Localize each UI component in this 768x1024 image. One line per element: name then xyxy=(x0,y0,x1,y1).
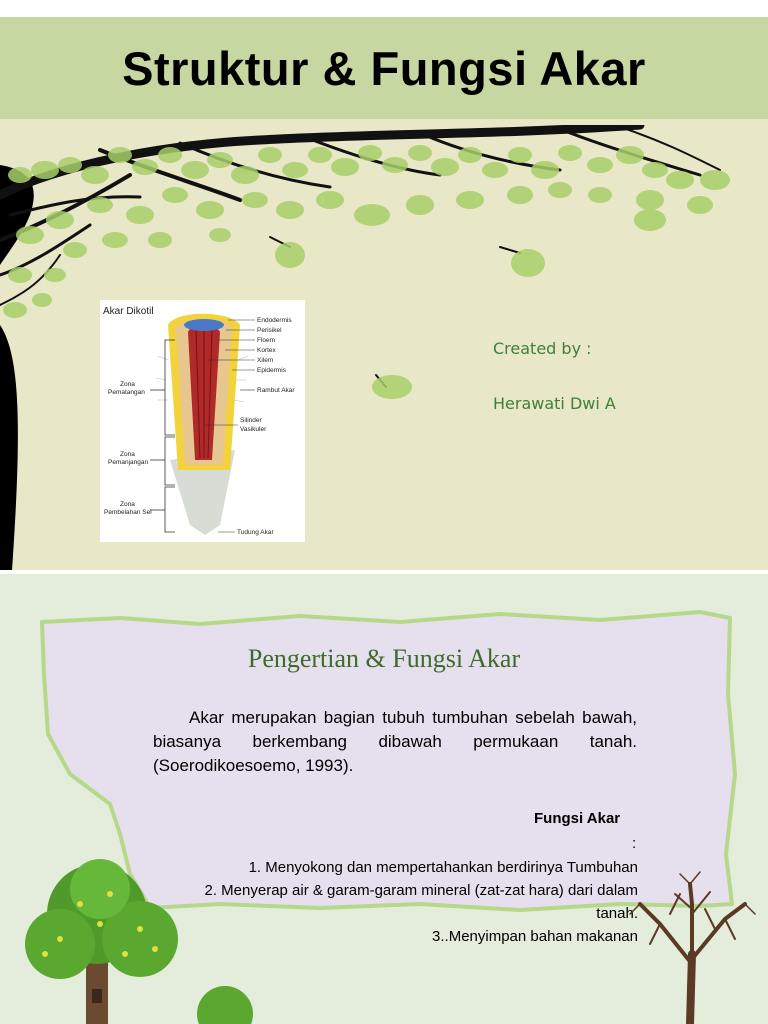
title-band xyxy=(0,17,768,119)
label-epidermis: Epidermis xyxy=(257,367,286,374)
definition-paragraph: Akar merupakan bagian tubuh tumbuhan sebelah bawah, biasanya berkembang dibawah permukaan tanah. (Soerodikoesoemo, 1993). xyxy=(153,708,637,775)
label-kortex: Kortex xyxy=(257,347,276,354)
label-floem: Floem xyxy=(257,337,276,344)
label-zona-1: Zona xyxy=(120,381,135,388)
diagram-heading: Akar Dikotil xyxy=(103,306,154,317)
fungsi-item: 3..Menyimpan bahan makanan xyxy=(432,928,638,945)
fungsi-item: 1. Menyokong dan mempertahankan berdirinya Tumbuhan xyxy=(248,859,638,876)
label-xilem: Xilem xyxy=(257,357,274,364)
label-pembelahan-sel: Pembelahan Sel xyxy=(104,509,152,516)
fungsi-item: 2. Menyerap air & garam-garam mineral (zat-zat hara) dari dalam tanah. xyxy=(204,882,638,922)
root-diagram xyxy=(100,300,305,542)
label-tudung-akar: Tudung Akar xyxy=(237,529,274,536)
label-endodermis: Endodermis xyxy=(257,317,292,324)
created-by-label: Created by : xyxy=(493,339,592,358)
label-perisikel: Perisikel xyxy=(257,327,282,334)
slide-title: Struktur & Fungsi Akar xyxy=(122,41,646,95)
label-pematangan: Pematangan xyxy=(108,389,145,396)
label-vasikuler: Vasikuler xyxy=(240,426,267,433)
fungsi-colon: : xyxy=(632,835,637,852)
label-silinder: Silinder xyxy=(240,417,262,424)
label-zona-3: Zona xyxy=(120,501,135,508)
label-rambut-akar: Rambut Akar xyxy=(257,387,295,394)
green-tree-illustration xyxy=(25,859,253,1024)
section-title: Pengertian & Fungsi Akar xyxy=(247,644,521,673)
label-zona-2: Zona xyxy=(120,451,135,458)
slide-2 xyxy=(0,574,768,1024)
slide-1 xyxy=(0,17,768,570)
label-pemanjangan: Pemanjangan xyxy=(108,459,149,466)
fungsi-heading: Fungsi Akar xyxy=(534,810,621,827)
bare-tree-illustration xyxy=(630,872,755,1024)
tree-trunk xyxy=(0,325,18,570)
decorative-trees xyxy=(0,574,768,1024)
author-name: Herawati Dwi A xyxy=(493,394,616,413)
